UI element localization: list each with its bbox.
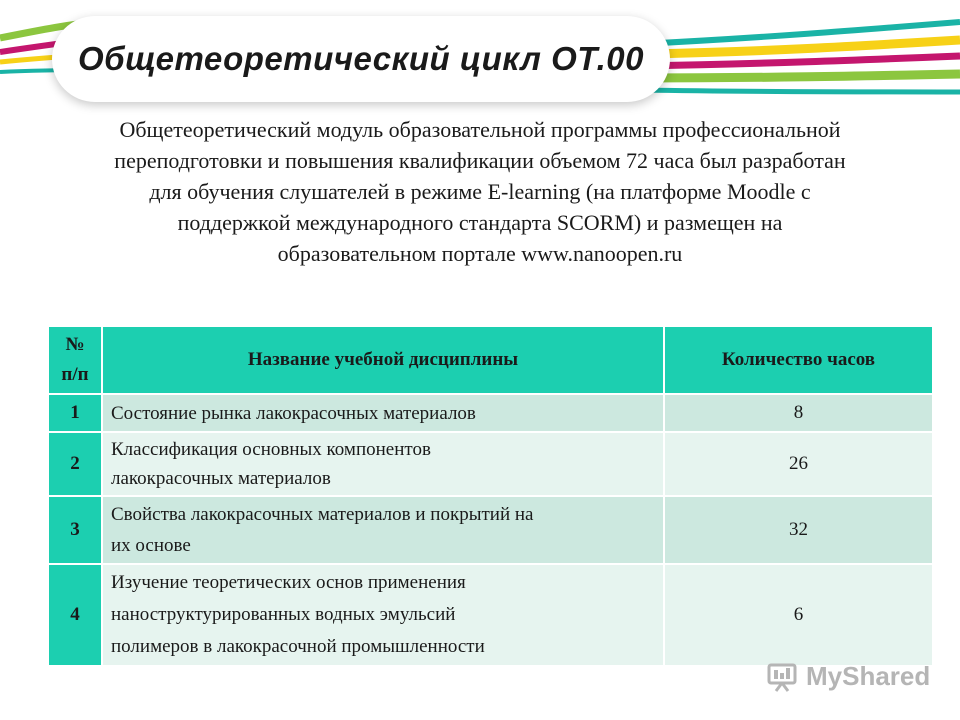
discipline-name-line: Свойства лакокрасочных материалов и покрытий на bbox=[111, 504, 534, 525]
discipline-name bbox=[102, 564, 664, 666]
row-number: 2 bbox=[48, 432, 102, 496]
page-title: Общетеоретический цикл ОТ.00 bbox=[77, 40, 645, 77]
discipline-name bbox=[102, 394, 664, 432]
table-row bbox=[48, 432, 933, 496]
row-number: 3 bbox=[48, 496, 102, 564]
intro-line: для обучения слушателей в режиме E-learning (на платформе Moodle с bbox=[149, 179, 811, 204]
discipline-hours: 26 bbox=[664, 432, 933, 496]
discipline-name-line: полимеров в лакокрасочной промышленности bbox=[111, 636, 485, 657]
row-number: 4 bbox=[48, 564, 102, 666]
presentation-board-icon bbox=[766, 659, 800, 693]
discipline-name bbox=[102, 496, 664, 564]
stripe-magenta-right bbox=[640, 56, 960, 66]
discipline-hours: 32 bbox=[664, 496, 933, 564]
table-row bbox=[48, 564, 933, 666]
header-hours: Количество часов bbox=[664, 326, 933, 394]
table-row bbox=[48, 496, 933, 564]
row-number: 1 bbox=[48, 394, 102, 432]
header-number bbox=[48, 326, 102, 394]
intro-line: Общетеоретический модуль образовательной программы профессиональной bbox=[119, 117, 841, 142]
watermark-text: MyShared bbox=[806, 660, 931, 691]
intro-line: образовательном портале www.nanoopen.ru bbox=[277, 241, 683, 266]
stripe-teal-right-low bbox=[640, 90, 960, 92]
discipline-name bbox=[102, 432, 664, 496]
discipline-name-line: их основе bbox=[111, 535, 191, 556]
discipline-hours: 8 bbox=[664, 394, 933, 432]
header-number-abbrev: п/п bbox=[61, 364, 89, 385]
discipline-name-line: Состояние рынка лакокрасочных материалов bbox=[111, 402, 476, 424]
table-row bbox=[48, 394, 933, 432]
discipline-name-line: лакокрасочных материалов bbox=[111, 468, 331, 489]
header-number-symbol: № bbox=[65, 334, 85, 355]
watermark bbox=[766, 656, 930, 696]
discipline-name-line: Изучение теоретических основ применения bbox=[111, 572, 466, 593]
discipline-name-line: наноструктурированных водных эмульсий bbox=[111, 604, 456, 625]
intro-line: переподготовки и повышения квалификации объемом 72 часа был разработан bbox=[114, 148, 846, 173]
header-discipline-name: Название учебной дисциплины bbox=[102, 326, 664, 394]
intro-line: поддержкой международного стандарта SCORM) и размещен на bbox=[177, 210, 783, 235]
stripe-green-right bbox=[640, 74, 960, 78]
disciplines-table bbox=[47, 325, 934, 667]
discipline-hours: 6 bbox=[664, 564, 933, 666]
discipline-name-line: Классификация основных компонентов bbox=[111, 439, 431, 460]
intro-paragraph bbox=[30, 114, 930, 269]
table-header-row bbox=[48, 326, 933, 394]
